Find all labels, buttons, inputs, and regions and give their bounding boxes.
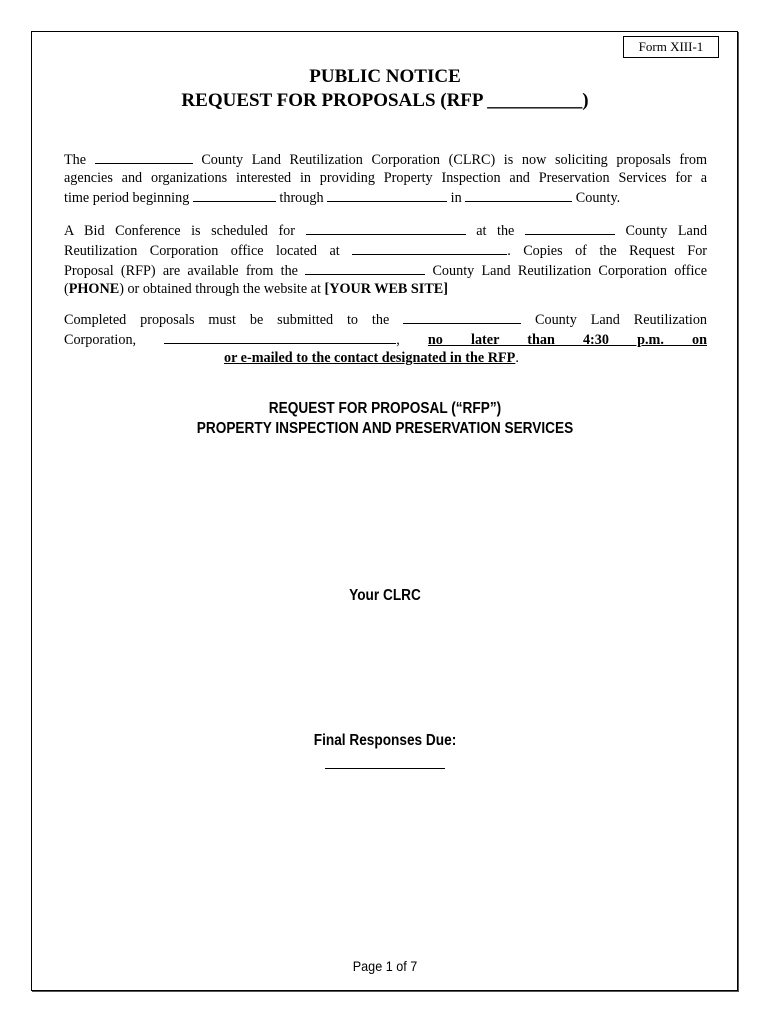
final-responses-due-label: Final Responses Due: xyxy=(313,732,457,749)
submission-address-blank xyxy=(164,329,396,344)
bid-line-3: Proposal (RFP) are available from the County Land Reutilization Corporation office xyxy=(64,260,707,280)
bid-line-2: Reutilization Corporation office located at . Copies of the Request For xyxy=(64,240,707,260)
office-address-blank xyxy=(352,240,507,255)
page-number: Page 1 of 7 xyxy=(352,958,418,974)
phone-placeholder: PHONE xyxy=(68,281,120,297)
submission-line-2: Corporation, , no later than 4:30 p.m. on xyxy=(64,329,707,349)
intro-line-2: agencies and organizations interested in providing Property Inspection and Preservation Services for a xyxy=(64,170,707,186)
paragraph-bid-conference xyxy=(64,220,707,298)
due-date-blank xyxy=(325,768,445,769)
rfp-subtitle: PROPERTY INSPECTION AND PRESERVATION SERVICES xyxy=(196,420,574,437)
form-number-box: Form XIII-1 xyxy=(623,36,719,58)
email-instruction: or e-mailed to the contact designated in the RFP xyxy=(224,350,516,366)
bid-line-4: (PHONE) or obtained through the website at [YOUR WEB SITE] xyxy=(64,281,448,297)
paragraph-intro xyxy=(64,149,707,207)
conference-county-blank xyxy=(525,220,615,235)
conference-date-blank xyxy=(306,220,466,235)
submission-line-3: or e-mailed to the contact designated in the RFP. xyxy=(64,349,707,367)
organization-name: Your CLRC xyxy=(349,587,421,604)
rfp-title: REQUEST FOR PROPOSAL (“RFP”) xyxy=(268,400,502,417)
county-blank xyxy=(95,149,193,164)
rfp-county-blank xyxy=(305,260,425,275)
notice-subtitle: REQUEST FOR PROPOSALS (RFP __________) xyxy=(181,90,589,111)
paragraph-submission xyxy=(64,309,707,367)
website-placeholder: [YOUR WEB SITE] xyxy=(324,281,448,297)
end-date-blank xyxy=(327,187,447,202)
intro-line-3: time period beginning through in County. xyxy=(64,187,707,207)
start-date-blank xyxy=(193,187,276,202)
submission-county-blank xyxy=(403,309,521,324)
submission-line-1: Completed proposals must be submitted to the County Land Reutilization xyxy=(64,309,707,329)
deadline-text: no later than 4:30 p.m. on xyxy=(427,332,707,348)
notice-title: PUBLIC NOTICE xyxy=(309,66,461,87)
intro-line-1: The County Land Reutilization Corporation (CLRC) is now soliciting proposals from xyxy=(64,149,707,169)
bid-line-1: A Bid Conference is scheduled for at the County Land xyxy=(64,220,707,240)
county-name-blank xyxy=(465,187,572,202)
